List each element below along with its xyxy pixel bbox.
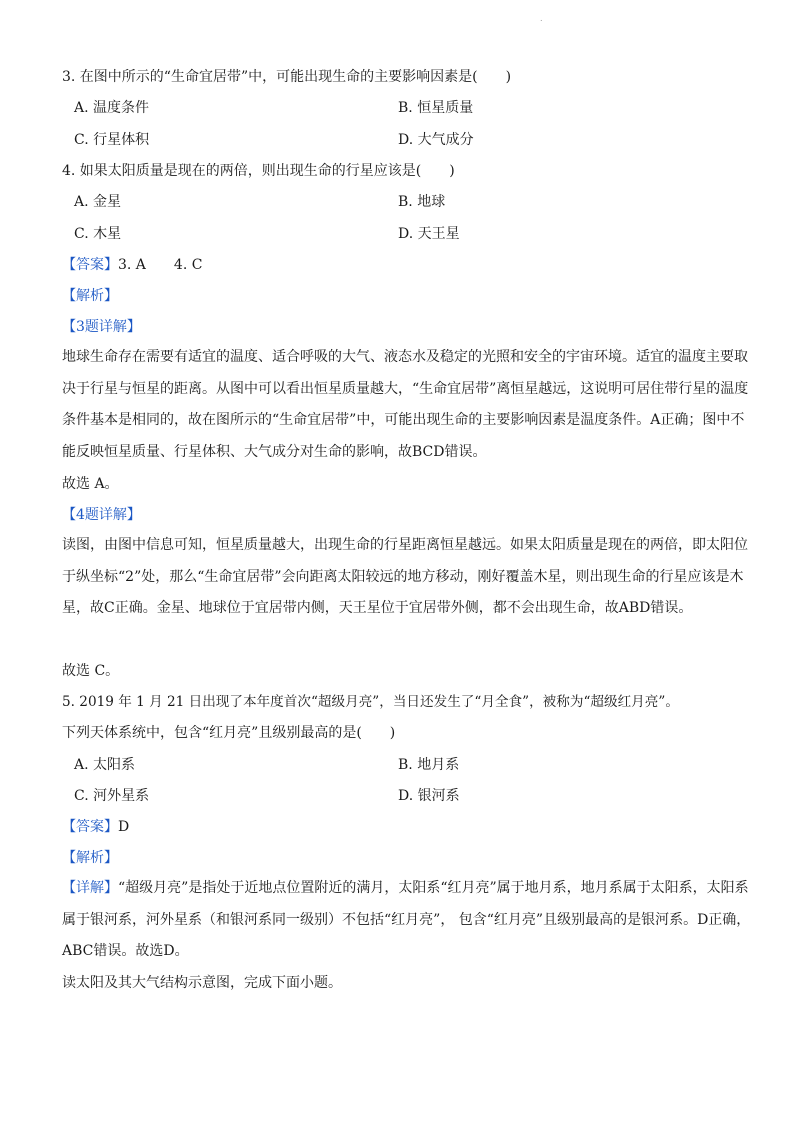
answer5-text: D (118, 819, 130, 835)
detail3-conclusion: 故选 A。 (62, 476, 119, 492)
detail4-tag: 【4题详解】 (62, 507, 141, 523)
answer-tag: 【答案】 (62, 257, 118, 273)
answer5-tag: 【答案】 (62, 819, 118, 835)
next-question-lead-in: 读太阳及其大气结构示意图，完成下面小题。 (62, 975, 342, 991)
q3-option-a: A. 温度条件 (74, 100, 150, 116)
q4-option-d: D. 天王星 (398, 226, 460, 242)
q4-option-b: B. 地球 (398, 194, 446, 210)
q4-option-c: C. 木星 (74, 226, 122, 242)
q4-option-a: A. 金星 (74, 194, 122, 210)
q5-stem-line2: 下列天体系统中，包含“红月亮”且级别最高的是( ) (62, 725, 396, 741)
detail5-block (62, 873, 752, 968)
analysis-tag: 【解析】 (62, 288, 118, 304)
analysis5-tag: 【解析】 (62, 850, 118, 866)
analysis5-row (62, 848, 118, 868)
q5-option-d: D. 银河系 (398, 788, 460, 804)
q5-stem-line1: 5. 2019 年 1 月 21 日出现了本年度首次“超级月亮”，当日还发生了“月全食”，被称为“超级红月亮”。 (62, 694, 679, 710)
answer-row (62, 255, 202, 275)
detail3-tag: 【3题详解】 (62, 319, 141, 335)
detail4-heading (62, 505, 141, 525)
q5-option-a: A. 太阳系 (74, 757, 136, 773)
detail4-body: 读图，由图中信息可知，恒星质量越大，出现生命的行星距离恒星越远。如果太阳质量是现在的两倍，即太阳位于纵坐标“2”处，那么“生命宜居带”会向距离太阳较远的地方移动，刚好覆盖木星，则出现生命的行星应该是木星，故C正确。金星、地球位于宜居带内侧，天王星位于宜居带外侧，都不会出现生命，故ABD错误。 (62, 537, 748, 616)
q3-option-c: C. 行星体积 (74, 132, 150, 148)
detail5-body: “超级月亮”是指处于近地点位置附近的满月，太阳系“红月亮”属于地月系，地月系属于太阳系，太阳系属于银河系，河外星系（和银河系同一级别）不包括“红月亮”， 包含“红月亮”且级别最高的是银河系。D正确，ABC错误。故选D。 (62, 880, 751, 959)
q3-stem: 3. 在图中所示的“生命宜居带”中，可能出现生命的主要影响因素是( ) (62, 69, 512, 85)
q5-option-c: C. 河外星系 (74, 788, 150, 804)
analysis-row (62, 286, 118, 306)
detail3-heading (62, 317, 141, 337)
detail4-conclusion: 故选 C。 (62, 663, 120, 679)
answer-text: 3. A 4. C (118, 257, 203, 273)
answer5-row (62, 817, 129, 837)
q3-option-b: B. 恒星质量 (398, 100, 474, 116)
top-mark: . (540, 14, 543, 23)
q3-option-d: D. 大气成分 (398, 132, 474, 148)
q5-option-b: B. 地月系 (398, 757, 460, 773)
q4-stem: 4. 如果太阳质量是现在的两倍，则出现生命的行星应该是( ) (62, 163, 455, 179)
detail3-body: 地球生命存在需要有适宜的温度、适合呼吸的大气、液态水及稳定的光照和安全的宇宙环境。适宜的温度主要取决于行星与恒星的距离。从图中可以看出恒星质量越大，“生命宜居带”离恒星越远，这说明可居住带行星的温度条件基本是相同的，故在图所示的“生命宜居带”中，可能出现生命的主要影响因素是温度条件。A正确；图中不能反映恒星质量、行星体积、大气成分对生命的影响，故BCD错误。 (62, 349, 749, 460)
detail5-tag: 【详解】 (62, 880, 118, 896)
